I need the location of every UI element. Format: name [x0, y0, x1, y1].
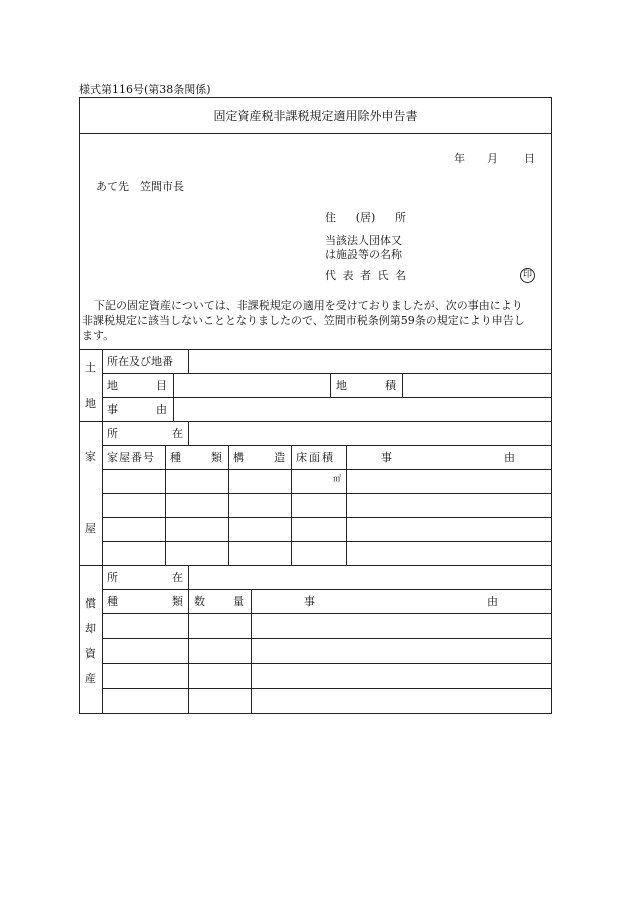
house-number-cells[interactable] [103, 470, 165, 565]
depreciable-reason-header: 事 由 [304, 595, 498, 608]
house-section-char-1: 家 [85, 450, 96, 463]
house-floor-area-header: 床面積 [296, 451, 335, 464]
depreciable-section-char-2: 却 [85, 622, 96, 635]
depreciable-reason-cells[interactable] [252, 614, 551, 713]
depreciable-section-char-3: 資 [85, 647, 96, 660]
house-location-field[interactable] [189, 422, 551, 445]
land-location-field[interactable] [189, 350, 551, 373]
house-location-label: 所 在 [107, 427, 183, 440]
form-number: 様式第116号(第38条関係) [79, 83, 211, 96]
org-name-label-line1: 当該法人団体又 [325, 234, 402, 247]
house-structure-cells[interactable] [229, 470, 291, 565]
date-year-field[interactable]: 年 [454, 152, 465, 165]
land-location-label: 所在及び地番 [107, 355, 173, 368]
org-name-label-line2: は施設等の名称 [325, 248, 402, 261]
land-reason-field[interactable] [174, 398, 551, 421]
depreciable-quantity-header: 数 量 [194, 595, 244, 608]
addressee: あて先 笠間市長 [96, 180, 184, 193]
land-section-char-2: 地 [85, 397, 96, 410]
statement-line-1: 下記の固定資産については、非課税規定の適用を受けておりましたが、次の事由により [94, 299, 523, 312]
house-reason-header: 事 由 [381, 451, 515, 464]
date-day-field[interactable]: 日 [524, 152, 535, 165]
depreciable-location-label: 所 在 [107, 571, 183, 584]
depreciable-section-char-4: 産 [85, 672, 96, 685]
house-floor-area-cells[interactable] [292, 470, 346, 565]
seal-mark: 印 [520, 268, 535, 283]
house-number-header: 家屋番号 [107, 451, 155, 464]
house-reason-cells[interactable] [347, 470, 551, 565]
area-unit-label: ㎡ [333, 474, 341, 483]
land-reason-label: 事 由 [107, 403, 167, 416]
statement-line-2: 非課税規定に該当しないこととなりましたので、笠間市税条例第59条の規定により申告し [82, 314, 525, 327]
land-area-field[interactable] [403, 374, 551, 397]
land-category-label: 地 目 [107, 379, 167, 392]
form-title: 固定資産税非課税規定適用除外申告書 [213, 109, 418, 123]
date-month-field[interactable]: 月 [487, 152, 498, 165]
depreciable-kind-header: 種 類 [107, 595, 183, 608]
representative-label: 代 表 者 氏 名 [325, 269, 406, 282]
house-structure-header: 構 造 [233, 451, 285, 464]
address-label: 住 (居) 所 [325, 211, 406, 224]
land-area-label: 地 積 [336, 379, 396, 392]
house-section-char-2: 屋 [85, 522, 96, 535]
land-category-field[interactable] [174, 374, 330, 397]
statement-line-3: ます。 [82, 329, 115, 342]
depreciable-location-field[interactable] [189, 566, 551, 589]
depreciable-section-char-1: 償 [85, 597, 96, 610]
house-kind-header: 種 類 [170, 451, 222, 464]
depreciable-kind-cells[interactable] [103, 614, 188, 713]
depreciable-quantity-cells[interactable] [189, 614, 251, 713]
land-section-char-1: 土 [85, 361, 96, 374]
house-kind-cells[interactable] [166, 470, 228, 565]
